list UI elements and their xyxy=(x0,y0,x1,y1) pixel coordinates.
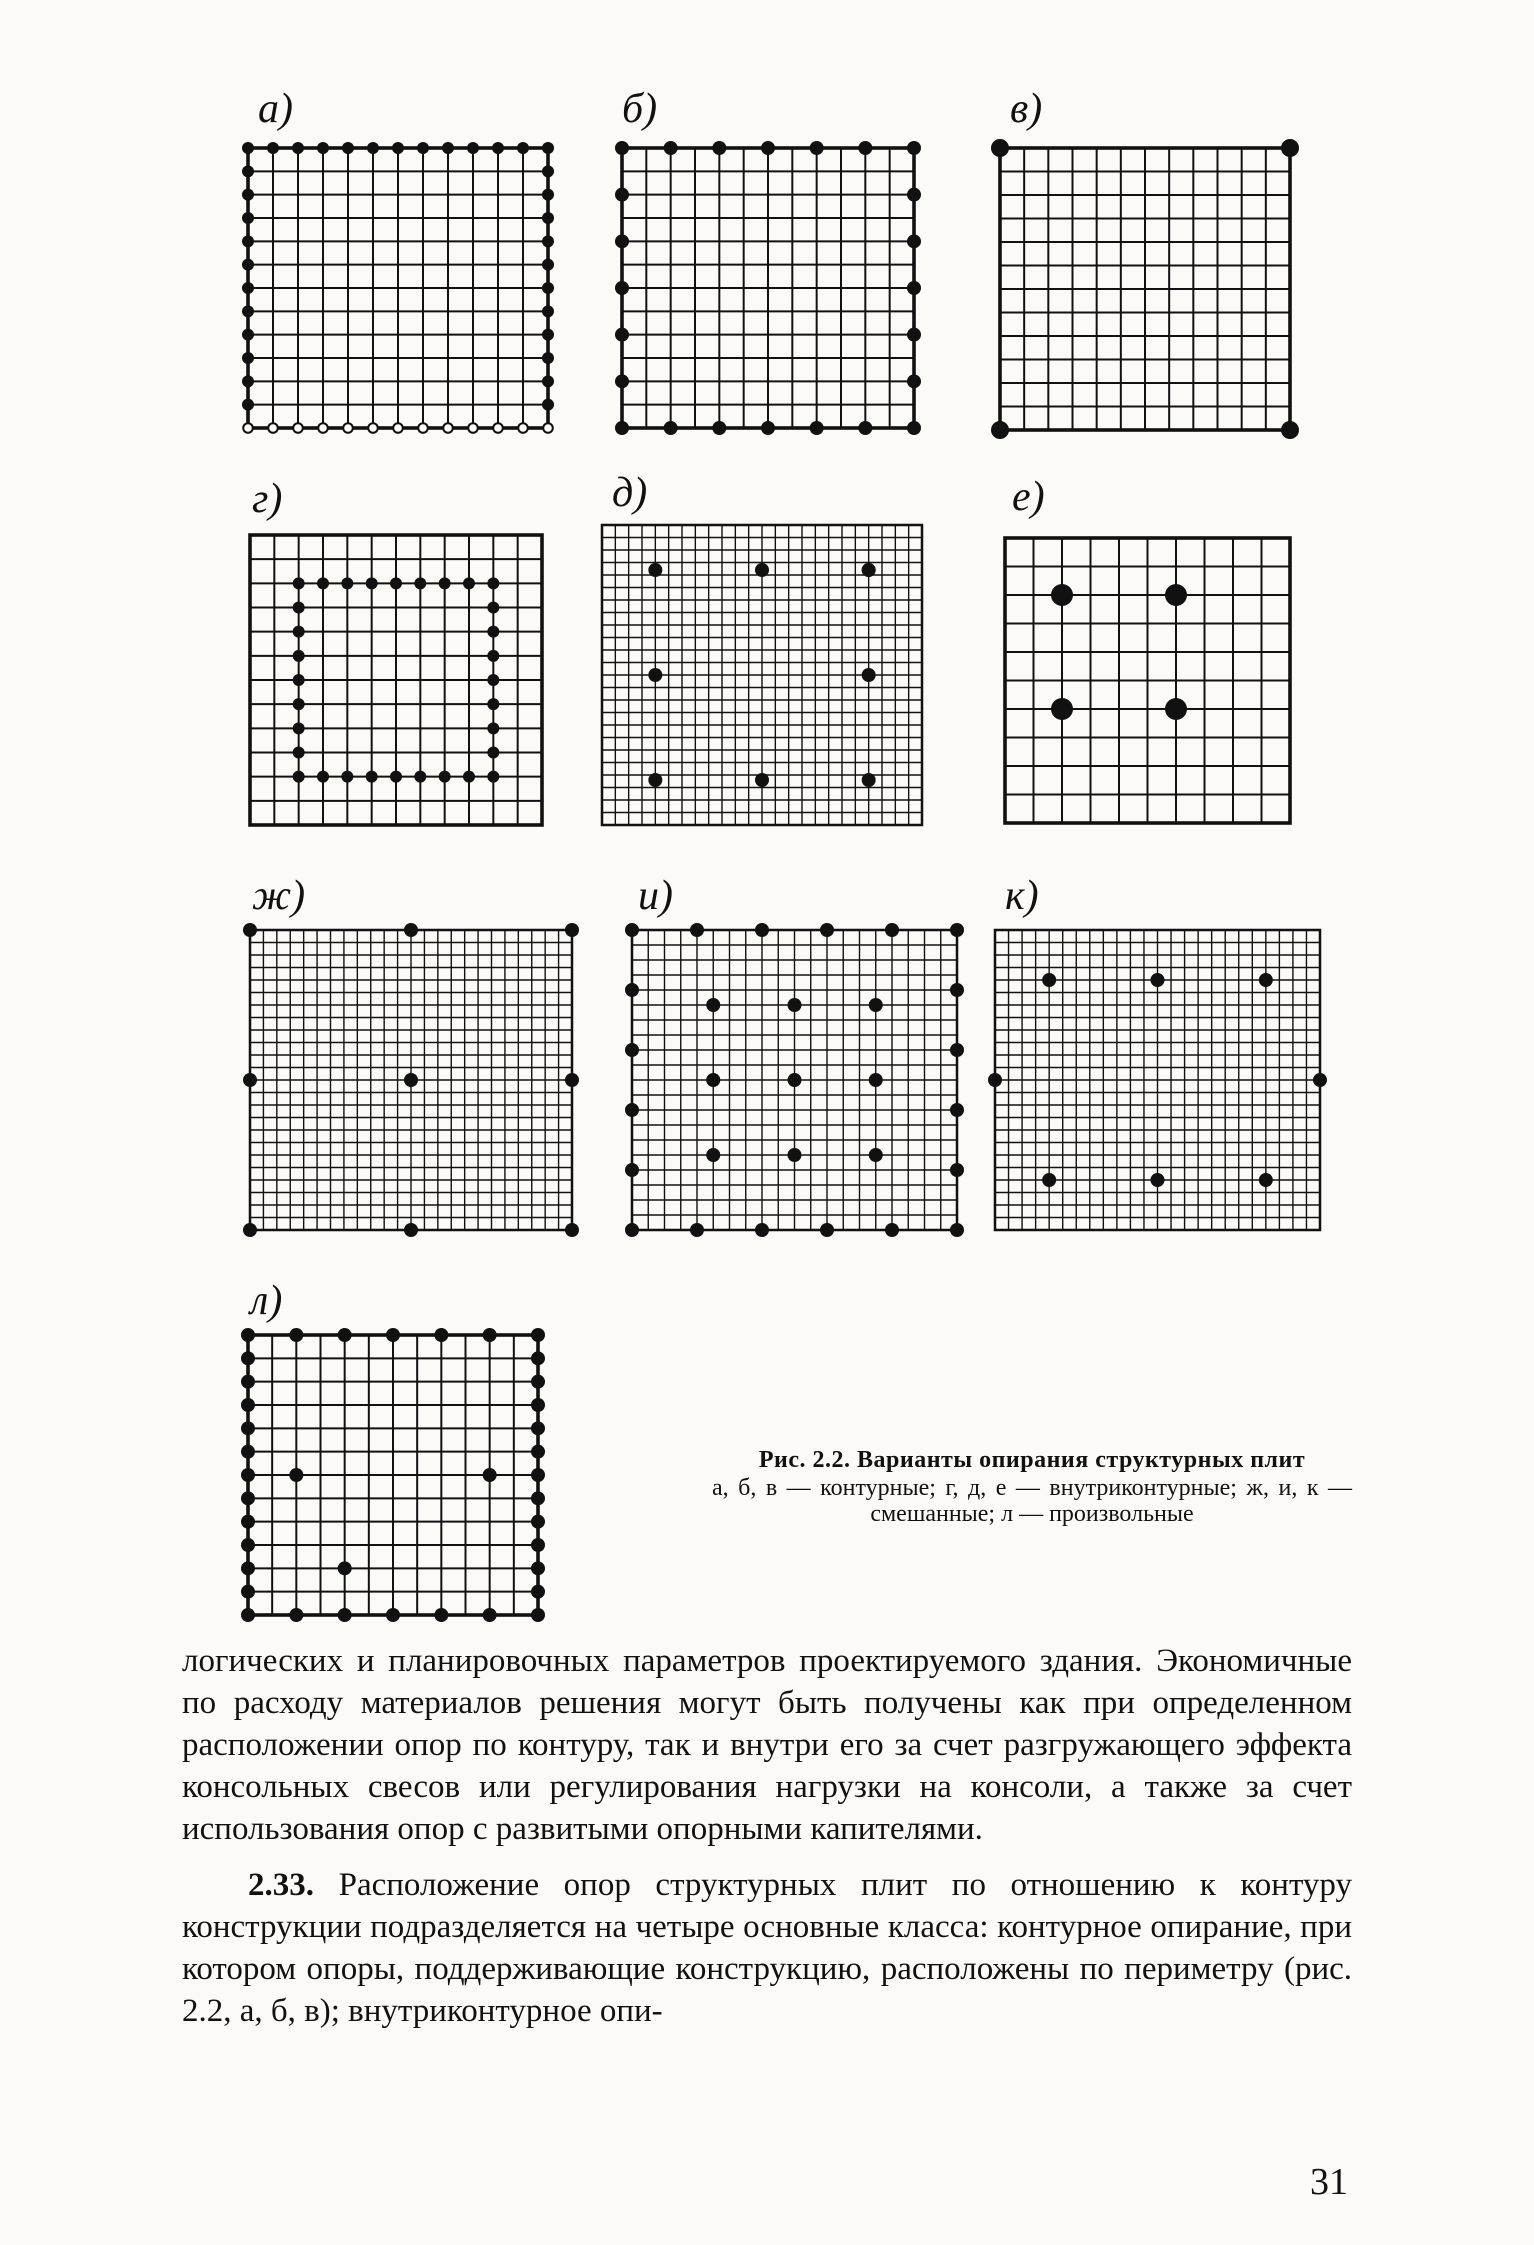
support-point xyxy=(293,747,305,759)
support-point xyxy=(293,423,303,433)
grid-lines xyxy=(1000,148,1290,430)
support-point xyxy=(443,423,453,433)
support-point xyxy=(241,1515,255,1529)
support-point xyxy=(988,1073,1002,1087)
support-point xyxy=(712,141,726,155)
support-point xyxy=(467,142,479,154)
support-point xyxy=(531,1445,545,1459)
grid-lines xyxy=(622,148,914,428)
panel-label-zh: ж) xyxy=(252,873,306,919)
support-point xyxy=(615,328,629,342)
support-point xyxy=(390,577,402,589)
support-point xyxy=(788,1148,802,1162)
support-point xyxy=(755,563,769,577)
support-point xyxy=(243,1073,257,1087)
panel-i xyxy=(632,930,957,1230)
support-point xyxy=(531,1468,545,1482)
support-point xyxy=(542,305,554,317)
support-point xyxy=(487,674,499,686)
panel-label-g: г) xyxy=(252,476,283,522)
support-point xyxy=(242,399,254,411)
support-point xyxy=(293,650,305,662)
support-point xyxy=(820,1223,834,1237)
support-point xyxy=(242,375,254,387)
support-point xyxy=(862,668,876,682)
support-point xyxy=(1259,1173,1273,1187)
panel-label-l: л) xyxy=(250,1278,283,1324)
support-point xyxy=(991,139,1009,157)
page-number: 31 xyxy=(1310,2161,1348,2203)
support-point xyxy=(950,1103,964,1117)
support-point xyxy=(788,1073,802,1087)
support-point xyxy=(542,329,554,341)
support-point xyxy=(1051,698,1073,720)
support-point xyxy=(755,1223,769,1237)
support-point xyxy=(293,602,305,614)
support-point xyxy=(338,1328,352,1342)
panel-zh xyxy=(250,930,572,1230)
support-point xyxy=(487,626,499,638)
panel-label-v: в) xyxy=(1010,86,1043,132)
support-point xyxy=(483,1328,497,1342)
support-point xyxy=(1281,421,1299,439)
support-point xyxy=(615,281,629,295)
panel-label-i: и) xyxy=(638,873,673,919)
support-point xyxy=(404,1073,418,1087)
support-point xyxy=(1165,698,1187,720)
panel-label-a: а) xyxy=(258,86,293,132)
support-point xyxy=(439,771,451,783)
support-point xyxy=(367,142,379,154)
support-point xyxy=(341,771,353,783)
support-point xyxy=(418,423,428,433)
support-point xyxy=(542,259,554,271)
support-point xyxy=(820,923,834,937)
panel-v xyxy=(1000,148,1290,430)
support-point xyxy=(268,423,278,433)
support-point xyxy=(531,1351,545,1365)
support-point xyxy=(242,189,254,201)
support-point xyxy=(531,1538,545,1552)
support-point xyxy=(1042,1173,1056,1187)
panel-k xyxy=(995,930,1320,1230)
support-point xyxy=(293,722,305,734)
support-point xyxy=(1259,973,1273,987)
support-point xyxy=(625,1163,639,1177)
support-point xyxy=(404,1223,418,1237)
support-point xyxy=(788,998,802,1012)
support-point xyxy=(289,1608,303,1622)
body-text xyxy=(182,1640,1352,2032)
support-point xyxy=(810,421,824,435)
support-point xyxy=(615,188,629,202)
support-point xyxy=(241,1491,255,1505)
support-point xyxy=(885,1223,899,1237)
support-point xyxy=(755,923,769,937)
support-point xyxy=(483,1468,497,1482)
support-point xyxy=(242,165,254,177)
support-point xyxy=(483,1608,497,1622)
support-point xyxy=(690,1223,704,1237)
support-point xyxy=(487,577,499,589)
support-point xyxy=(289,1328,303,1342)
support-point xyxy=(615,141,629,155)
support-point xyxy=(293,674,305,686)
support-point xyxy=(463,771,475,783)
panel-label-b: б) xyxy=(622,86,658,132)
panel-label-e: е) xyxy=(1012,474,1045,520)
support-point xyxy=(342,142,354,154)
support-point xyxy=(468,423,478,433)
support-point xyxy=(542,399,554,411)
support-point xyxy=(293,698,305,710)
panel-a xyxy=(248,148,548,428)
support-point xyxy=(243,1223,257,1237)
support-point xyxy=(542,142,554,154)
support-point xyxy=(293,577,305,589)
support-point xyxy=(706,1148,720,1162)
support-point xyxy=(338,1608,352,1622)
support-point xyxy=(518,423,528,433)
support-point xyxy=(615,374,629,388)
support-point xyxy=(341,577,353,589)
support-point xyxy=(434,1608,448,1622)
support-point xyxy=(1313,1073,1327,1087)
support-point xyxy=(317,577,329,589)
support-point xyxy=(242,235,254,247)
support-point xyxy=(907,141,921,155)
support-point xyxy=(869,998,883,1012)
support-point xyxy=(755,773,769,787)
support-point xyxy=(492,142,504,154)
support-point xyxy=(1151,973,1165,987)
support-point xyxy=(317,142,329,154)
support-point xyxy=(991,421,1009,439)
support-point xyxy=(366,771,378,783)
support-point xyxy=(858,141,872,155)
panel-e xyxy=(1005,538,1290,823)
support-point xyxy=(434,1328,448,1342)
support-point xyxy=(531,1398,545,1412)
support-point xyxy=(542,165,554,177)
support-point xyxy=(542,352,554,364)
support-point xyxy=(862,563,876,577)
support-point xyxy=(531,1561,545,1575)
support-point xyxy=(907,374,921,388)
support-point xyxy=(542,212,554,224)
support-point xyxy=(241,1375,255,1389)
support-point xyxy=(243,423,253,433)
panel-l xyxy=(248,1335,538,1615)
support-point xyxy=(487,698,499,710)
support-point xyxy=(487,722,499,734)
support-point xyxy=(317,771,329,783)
support-point xyxy=(292,142,304,154)
support-point xyxy=(487,747,499,759)
support-point xyxy=(862,773,876,787)
support-point xyxy=(338,1561,352,1575)
support-point xyxy=(648,773,662,787)
support-point xyxy=(885,923,899,937)
support-point xyxy=(907,234,921,248)
support-point xyxy=(414,577,426,589)
support-point xyxy=(543,423,553,433)
panel-b xyxy=(622,148,914,428)
support-point xyxy=(242,259,254,271)
support-point xyxy=(392,142,404,154)
support-point xyxy=(242,329,254,341)
support-point xyxy=(615,421,629,435)
support-point xyxy=(241,1561,255,1575)
support-point xyxy=(343,423,353,433)
support-point xyxy=(648,668,662,682)
support-point xyxy=(390,771,402,783)
support-point xyxy=(241,1538,255,1552)
support-point xyxy=(950,1043,964,1057)
grid-lines xyxy=(1005,538,1290,823)
support-point xyxy=(950,923,964,937)
support-point xyxy=(869,1073,883,1087)
paragraph-2-number: 2.33. xyxy=(248,1867,314,1903)
support-point xyxy=(950,1163,964,1177)
support-point xyxy=(531,1375,545,1389)
support-point xyxy=(706,1073,720,1087)
support-point xyxy=(267,142,279,154)
support-point xyxy=(241,1421,255,1435)
support-point xyxy=(386,1328,400,1342)
caption-body: а, б, в — контурные; г, д, е — внутриконтурные; ж, и, к — смешанные; л — произвольные xyxy=(712,1475,1352,1527)
support-point xyxy=(243,923,257,937)
panel-label-d: д) xyxy=(612,470,648,516)
support-point xyxy=(907,188,921,202)
support-point xyxy=(542,282,554,294)
support-point xyxy=(414,771,426,783)
support-point xyxy=(1042,973,1056,987)
support-point xyxy=(241,1585,255,1599)
support-point xyxy=(487,602,499,614)
support-point xyxy=(241,1608,255,1622)
support-point xyxy=(293,626,305,638)
support-point xyxy=(1281,139,1299,157)
support-point xyxy=(1151,1173,1165,1187)
support-point xyxy=(368,423,378,433)
support-point xyxy=(712,421,726,435)
support-point xyxy=(565,1073,579,1087)
support-point xyxy=(625,1103,639,1117)
support-point xyxy=(463,577,475,589)
support-point xyxy=(241,1445,255,1459)
support-point xyxy=(625,1043,639,1057)
figure-caption xyxy=(712,1447,1352,1527)
support-point xyxy=(625,983,639,997)
support-point xyxy=(690,923,704,937)
support-point xyxy=(241,1398,255,1412)
grid-lines xyxy=(248,148,548,428)
support-point xyxy=(664,141,678,155)
support-point xyxy=(907,328,921,342)
support-point xyxy=(869,1148,883,1162)
support-point xyxy=(241,1351,255,1365)
support-point xyxy=(531,1585,545,1599)
support-point xyxy=(565,1223,579,1237)
support-point xyxy=(517,142,529,154)
support-point xyxy=(648,563,662,577)
support-point xyxy=(625,1223,639,1237)
support-point xyxy=(542,189,554,201)
support-point xyxy=(664,421,678,435)
support-point xyxy=(241,1328,255,1342)
support-point xyxy=(1051,584,1073,606)
paragraph-2-text: Расположение опор структурных плит по отношению к контуру конструкции подразделяется на четыре основные класса: контурное опирание, при котором опоры, поддерживающие конструкцию, расположены по периметру (рис. 2.2, а, б, в); внутриконтурное опи- xyxy=(182,1867,1352,2029)
support-point xyxy=(625,923,639,937)
support-point xyxy=(242,212,254,224)
support-point xyxy=(493,423,503,433)
support-point xyxy=(531,1421,545,1435)
caption-title: Рис. 2.2. Варианты опирания структурных плит xyxy=(758,1447,1306,1473)
support-point xyxy=(487,771,499,783)
support-point xyxy=(531,1608,545,1622)
support-point xyxy=(531,1515,545,1529)
support-point xyxy=(761,141,775,155)
support-point xyxy=(242,142,254,154)
support-point xyxy=(487,650,499,662)
support-point xyxy=(810,141,824,155)
support-point xyxy=(531,1328,545,1342)
support-point xyxy=(1165,584,1187,606)
paragraph-1: логических и планировочных параметров проектируемого здания. Экономичные по расходу материалов решения могут быть получены как при определенном расположении опор по контуру, так и внутри его за счет разгружающего эффекта консольных свесов или регулирования нагрузки на консоли, а также за счет использования опор с развитыми опорными капителями. xyxy=(182,1643,1352,1847)
support-point xyxy=(907,421,921,435)
paragraph-2 xyxy=(182,1864,1352,2032)
support-point xyxy=(542,235,554,247)
support-point xyxy=(417,142,429,154)
support-point xyxy=(242,305,254,317)
support-point xyxy=(439,577,451,589)
support-point xyxy=(761,421,775,435)
support-point xyxy=(615,234,629,248)
support-point xyxy=(706,998,720,1012)
support-point xyxy=(318,423,328,433)
panel-d xyxy=(602,525,922,825)
support-point xyxy=(858,421,872,435)
support-point xyxy=(542,375,554,387)
support-point xyxy=(531,1491,545,1505)
support-point xyxy=(442,142,454,154)
support-point xyxy=(404,923,418,937)
support-point xyxy=(565,923,579,937)
support-point xyxy=(950,983,964,997)
panel-label-k: к) xyxy=(1005,873,1039,919)
support-point xyxy=(241,1468,255,1482)
support-point xyxy=(289,1468,303,1482)
support-point xyxy=(242,282,254,294)
support-point xyxy=(907,281,921,295)
panel-g xyxy=(250,535,542,825)
support-point xyxy=(293,771,305,783)
support-point xyxy=(393,423,403,433)
support-point xyxy=(242,352,254,364)
support-point xyxy=(386,1608,400,1622)
support-point xyxy=(366,577,378,589)
support-point xyxy=(950,1223,964,1237)
